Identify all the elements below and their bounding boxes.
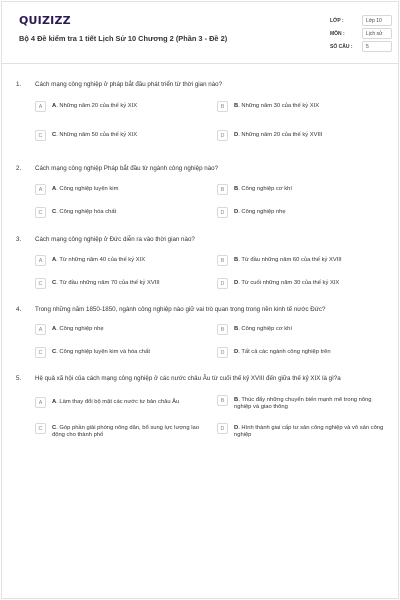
option-letter-bold: C: [52, 425, 57, 431]
option-letter: B: [217, 395, 228, 406]
question-text: Cách mạng công nghiệp Pháp bắt đầu từ ngành công nghiệp nào?: [35, 165, 219, 172]
option-c[interactable]: C C. Từ đầu những năm 70 của thế kỷ XVIII: [35, 278, 205, 289]
option-letter: B: [217, 101, 228, 112]
option-letter: D: [217, 130, 228, 141]
option-letter: D: [217, 423, 228, 434]
option-letter-bold: D: [234, 280, 239, 286]
option-b[interactable]: B B. Thúc đẩy những chuyển biến mạnh mẽ trong nông nghiệp và giao thông: [217, 395, 385, 412]
option-text: Góp phần giải phóng nông dân, bổ sung lực lượng lao động cho thành phố: [52, 425, 199, 439]
option-letter: C: [35, 423, 46, 434]
option-a[interactable]: A A. Những năm 20 của thế kỷ XIX: [35, 101, 205, 112]
option-text: Công nghiệp nhẹ: [59, 326, 104, 332]
question-number: 2.: [16, 165, 22, 172]
option-letter-bold: B: [234, 103, 239, 109]
option-letter: D: [217, 278, 228, 289]
option-text: Những năm 30 của thế kỷ XIX: [241, 103, 320, 109]
option-b[interactable]: B B. Những năm 30 của thế kỷ XIX: [217, 101, 392, 112]
option-letter: C: [35, 130, 46, 141]
option-text: Làm thay đổi bộ mặt các nước tư bản châu Âu: [59, 399, 180, 405]
option-text: Những năm 20 của thế kỷ XIX: [59, 103, 138, 109]
option-letter-bold: D: [234, 132, 239, 138]
option-text: Từ đầu những năm 70 của thế kỷ XVIII: [59, 280, 160, 286]
option-text: Công nghiệp hóa chất: [59, 209, 117, 215]
option-letter-bold: B: [234, 186, 239, 192]
meta-row-class: [330, 15, 392, 28]
meta-label: LỚP :: [330, 18, 344, 24]
question-number: 1.: [16, 81, 22, 88]
question-text: Cách mạng công nghiệp ở Đức diễn ra vào thời gian nào?: [35, 236, 195, 243]
option-letter: B: [217, 184, 228, 195]
option-a[interactable]: A A. Làm thay đổi bộ mặt các nước tư bản châu Âu: [35, 397, 210, 408]
option-d[interactable]: D D. Tất cả các ngành công nghiệp trên: [217, 347, 392, 358]
worksheet-header: [2, 2, 398, 64]
meta-value: Lớp 10: [366, 18, 382, 24]
option-letter: C: [35, 207, 46, 218]
option-letter-bold: A: [52, 399, 57, 405]
option-c[interactable]: C C. Những năm 50 của thế kỷ XIX: [35, 130, 205, 141]
question-number: 5.: [16, 375, 22, 382]
option-letter-bold: D: [234, 349, 239, 355]
option-a[interactable]: A A. Từ những năm 40 của thế kỷ XIX: [35, 255, 205, 266]
option-letter: C: [35, 347, 46, 358]
question-text: Cách mạng công nghiệp ở pháp bắt đầu phát triển từ thời gian nào?: [35, 81, 223, 88]
option-letter-bold: D: [234, 209, 239, 215]
option-text: Những năm 50 của thế kỷ XIX: [59, 132, 138, 138]
option-letter: D: [217, 207, 228, 218]
option-letter-bold: B: [234, 397, 239, 403]
meta-label: SỐ CÂU :: [330, 44, 353, 50]
question-text: Trong những năm 1850-1850, ngành công nghiệp nào giữ vai trò quan trọng trong nền kinh tế nước Đức?: [35, 306, 326, 313]
option-letter-bold: C: [52, 349, 57, 355]
question-number: 4.: [16, 306, 22, 313]
option-letter-bold: B: [234, 326, 239, 332]
option-d[interactable]: D D. Hình thành giai cấp tư sản công nghiệp và vô sản công nghiệp: [217, 423, 385, 440]
option-text: Công nghiệp cơ khí: [241, 186, 292, 192]
option-letter-bold: B: [234, 257, 239, 263]
option-letter: D: [217, 347, 228, 358]
option-text: Công nghiệp luyện kim và hóa chất: [59, 349, 150, 355]
option-letter: B: [217, 255, 228, 266]
meta-row-subject: [330, 28, 392, 41]
meta-value: Lịch sử: [366, 31, 383, 37]
worksheet-title: Bộ 4 Đề kiểm tra 1 tiết Lịch Sử 10 Chương 2 (Phần 3 - Đề 2): [19, 34, 228, 43]
option-letter-bold: D: [234, 425, 239, 431]
option-letter-bold: A: [52, 257, 57, 263]
option-letter: A: [35, 255, 46, 266]
option-letter: B: [217, 324, 228, 335]
worksheet-page: [1, 1, 399, 599]
option-text: Từ cuối những năm 30 của thế kỷ XIX: [241, 280, 340, 286]
option-b[interactable]: B B. Công nghiệp cơ khí: [217, 324, 392, 335]
option-letter: A: [35, 184, 46, 195]
option-d[interactable]: D D. Công nghiệp nhẹ: [217, 207, 392, 218]
option-text: Công nghiệp nhẹ: [241, 209, 286, 215]
option-letter-bold: C: [52, 132, 57, 138]
option-letter-bold: C: [52, 209, 57, 215]
option-b[interactable]: B B. Công nghiệp cơ khí: [217, 184, 392, 195]
option-text: Tất cả các ngành công nghiệp trên: [241, 349, 331, 355]
meta-value: 5: [366, 44, 369, 50]
option-text: Hình thành giai cấp tư sản công nghiệp và vô sản công nghiệp: [234, 425, 384, 439]
option-text: Công nghiệp luyện kim: [59, 186, 119, 192]
option-letter: C: [35, 278, 46, 289]
option-letter-bold: A: [52, 103, 57, 109]
option-c[interactable]: C C. Góp phần giải phóng nông dân, bổ sung lực lượng lao động cho thành phố: [35, 423, 200, 440]
worksheet-meta: [330, 15, 392, 54]
meta-row-question-count: [330, 41, 392, 54]
question-text: Hệ quả xã hội của cách mạng công nghiệp ở các nước châu Âu từ cuối thế kỷ XVIII đến giữa thế kỷ XIX là gì?a: [35, 375, 341, 382]
option-c[interactable]: C C. Công nghiệp luyện kim và hóa chất: [35, 347, 205, 358]
option-letter-bold: A: [52, 326, 57, 332]
option-c[interactable]: C C. Công nghiệp hóa chất: [35, 207, 205, 218]
option-text: Công nghiệp cơ khí: [241, 326, 292, 332]
option-b[interactable]: B B. Từ đầu những năm 60 của thế kỷ XVIII: [217, 255, 392, 266]
question-number: 3.: [16, 236, 22, 243]
option-text: Từ đầu những năm 60 của thế kỷ XVIII: [241, 257, 342, 263]
option-a[interactable]: A A. Công nghiệp nhẹ: [35, 324, 205, 335]
option-letter-bold: A: [52, 186, 57, 192]
option-text: Từ những năm 40 của thế kỷ XIX: [59, 257, 146, 263]
option-a[interactable]: A A. Công nghiệp luyện kim: [35, 184, 205, 195]
option-letter: A: [35, 101, 46, 112]
meta-label: MÔN :: [330, 31, 345, 37]
option-text: Thúc đẩy những chuyển biến mạnh mẽ trong nông nghiệp và giao thông: [234, 397, 372, 411]
option-text: Những năm 20 của thế kỷ XVIII: [241, 132, 323, 138]
option-letter: A: [35, 324, 46, 335]
option-letter: A: [35, 397, 46, 408]
option-d[interactable]: D D. Những năm 20 của thế kỷ XVIII: [217, 130, 392, 141]
option-letter-bold: C: [52, 280, 57, 286]
quizizz-logo: QUIZIZZ: [19, 14, 71, 27]
option-d[interactable]: D D. Từ cuối những năm 30 của thế kỷ XIX: [217, 278, 392, 289]
